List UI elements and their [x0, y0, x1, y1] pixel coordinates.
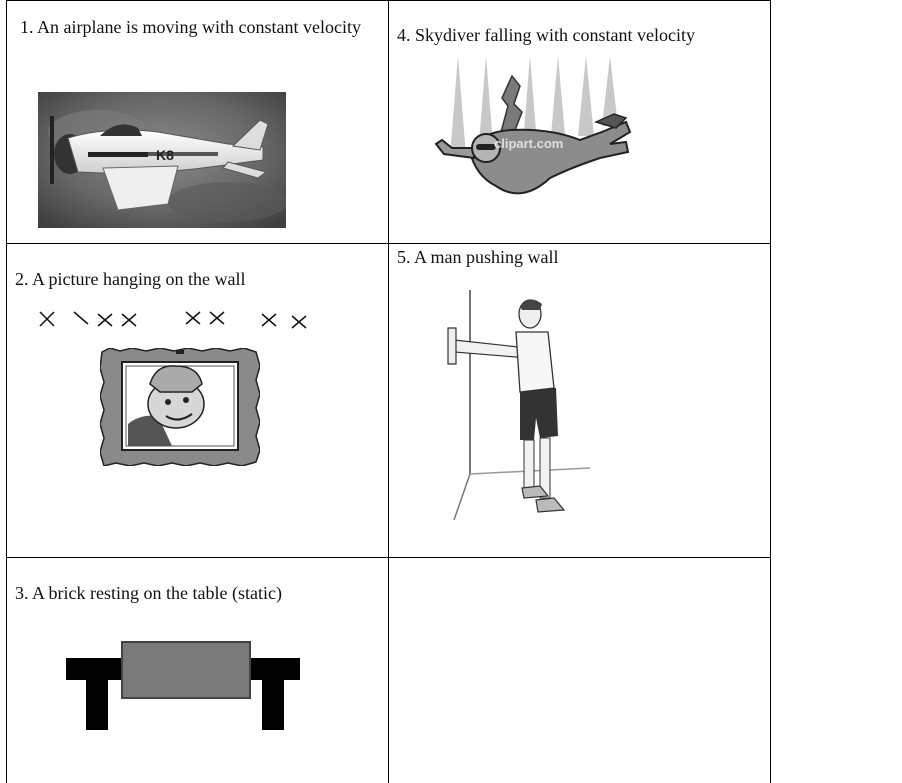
airplane-logo-text: K8	[156, 147, 174, 163]
clipart-watermark: clipart.com	[494, 136, 564, 151]
wall-marks	[36, 308, 326, 332]
table-border-middle	[388, 0, 389, 783]
caption-skydiver: 4. Skydiver falling with constant velocity	[397, 25, 695, 45]
row-divider-1	[6, 243, 771, 244]
table-border-left	[6, 0, 7, 783]
framed-portrait	[100, 348, 260, 466]
man-pushing-wall-illustration	[440, 288, 620, 534]
caption-picture: 2. A picture hanging on the wall	[15, 269, 246, 289]
airplane-illustration	[38, 92, 286, 228]
row-divider-2	[6, 557, 771, 558]
table-border-top	[6, 0, 771, 1]
table-border-right	[770, 0, 771, 783]
skydiver-illustration	[430, 56, 640, 208]
caption-man-pushing: 5. A man pushing wall	[397, 247, 559, 267]
caption-brick: 3. A brick resting on the table (static)	[15, 583, 282, 603]
brick-on-table-illustration	[66, 640, 300, 732]
caption-airplane: 1. An airplane is moving with constant velocity	[20, 17, 361, 37]
